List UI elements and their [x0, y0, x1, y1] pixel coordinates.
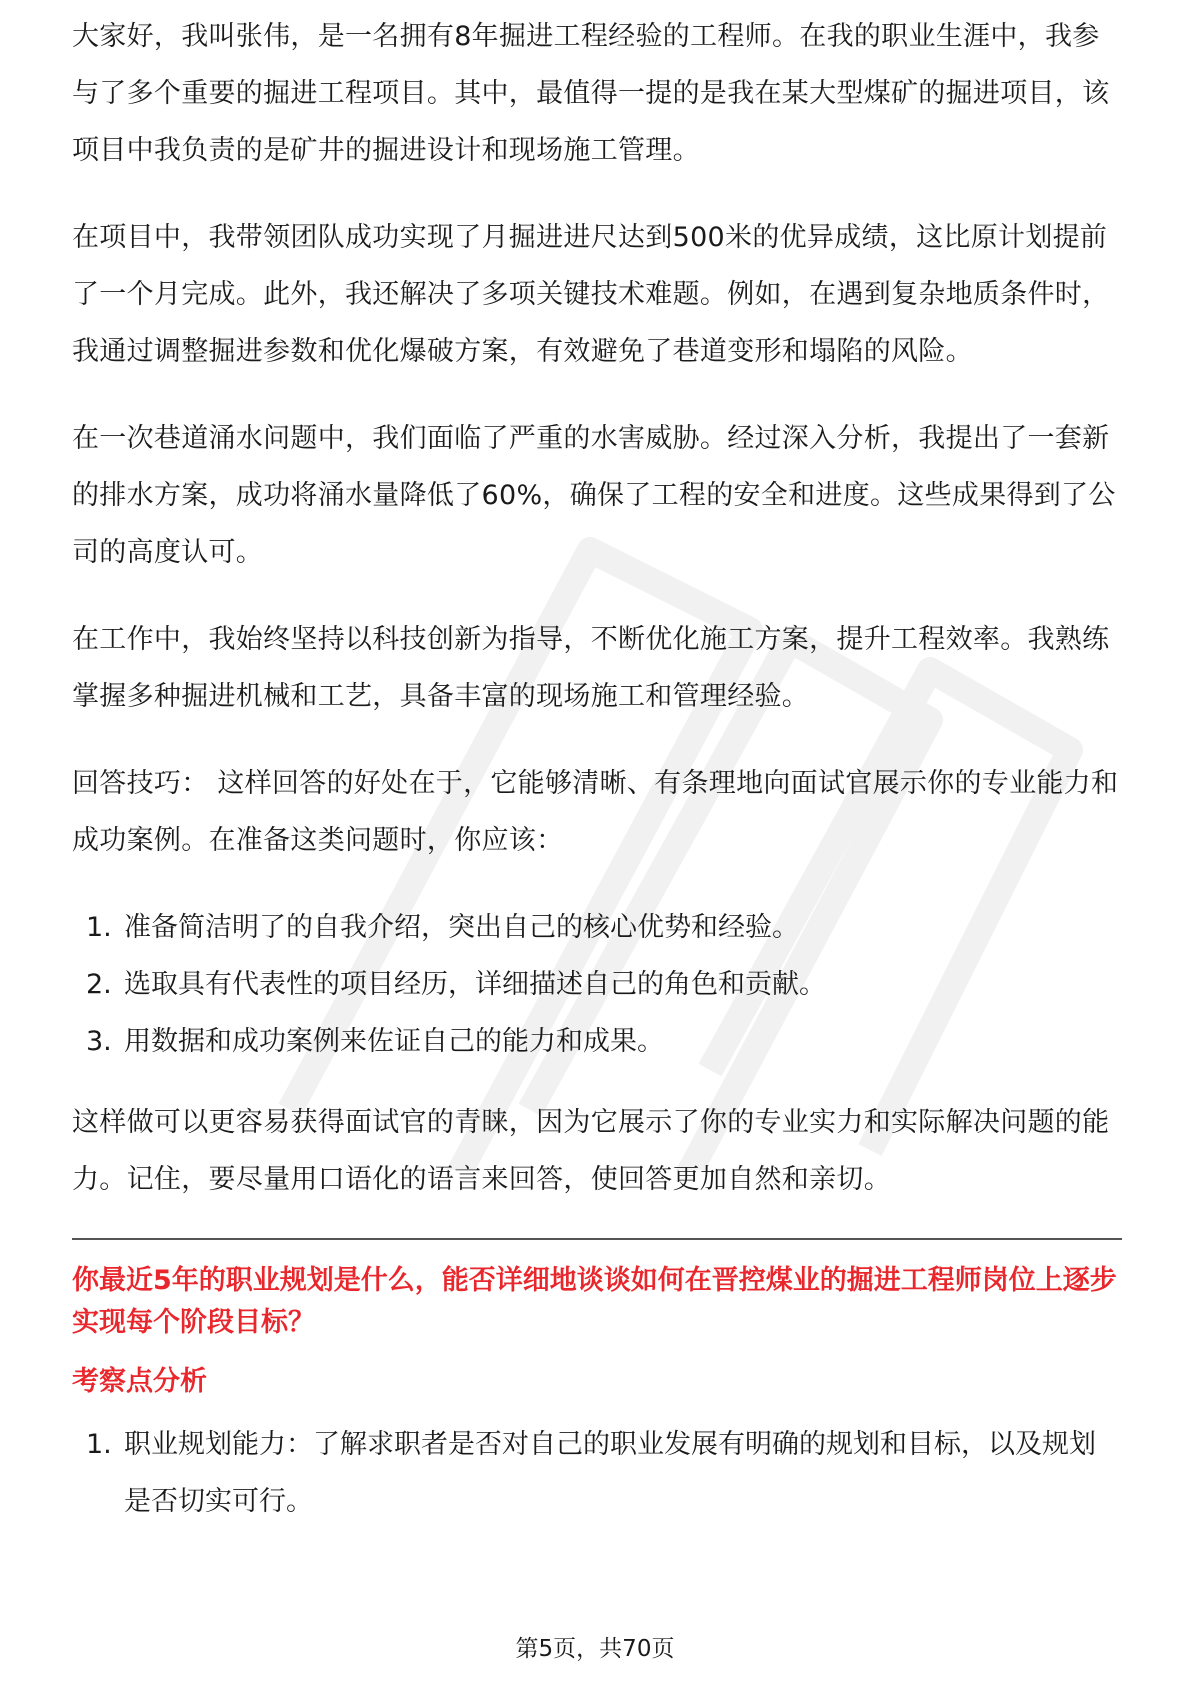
- closing-paragraph: 这样做可以更容易获得面试官的青睐，因为它展示了你的专业实力和实际解决问题的能力。记住，要尽量用口语化的语言来回答，使回答更加自然和亲切。: [72, 1107, 1110, 1195]
- tips-list: [72, 899, 1122, 1070]
- analysis-heading: 考察点分析: [72, 1366, 207, 1397]
- project-paragraph: 在项目中，我带领团队成功实现了月掘进进尺达到500米的优异成绩，这比原计划提前了一个月完成。此外，我还解决了多项关键技术难题。例如，在遇到复杂地质条件时，我通过调整掘进参数和优化爆破方案，有效避免了巷道变形和塌陷的风险。: [72, 222, 1110, 367]
- list-item: 2. 选取具有代表性的项目经历，详细描述自己的角色和贡献。: [86, 969, 826, 1000]
- page-content: [72, 21, 1122, 1554]
- tips-intro-paragraph: 回答技巧： 这样回答的好处在于，它能够清晰、有条理地向面试官展示你的专业能力和成功案例。在准备这类问题时，你应该：: [72, 768, 1119, 856]
- page-footer: 第5页，共70页: [515, 1636, 675, 1662]
- list-item: 1. 准备简洁明了的自我介绍，突出自己的核心优势和经验。: [86, 912, 799, 943]
- list-item: 1. 职业规划能力：了解求职者是否对自己的职业发展有明确的规划和目标，以及规划是否切实可行。: [86, 1429, 1096, 1517]
- list-item: 3. 用数据和成功案例来佐证自己的能力和成果。: [86, 1026, 664, 1057]
- work-paragraph: 在工作中，我始终坚持以科技创新为指导，不断优化施工方案，提升工程效率。我熟练掌握多种掘进机械和工艺，具备丰富的现场施工和管理经验。: [72, 624, 1110, 712]
- water-paragraph: 在一次巷道涌水问题中，我们面临了严重的水害威胁。经过深入分析，我提出了一套新的排水方案，成功将涌水量降低了60%，确保了工程的安全和进度。这些成果得到了公司的高度认可。: [72, 423, 1116, 568]
- analysis-list: [72, 1416, 1122, 1530]
- intro-paragraph: 大家好，我叫张伟，是一名拥有8年掘进工程经验的工程师。在我的职业生涯中，我参与了多个重要的掘进工程项目。其中，最值得一提的是我在某大型煤矿的掘进项目，该项目中我负责的是矿井的掘进设计和现场施工管理。: [72, 21, 1110, 166]
- question-heading: 你最近5年的职业规划是什么，能否详细地谈谈如何在晋控煤业的掘进工程师岗位上逐步实现每个阶段目标？: [72, 1265, 1117, 1338]
- section-divider: [72, 1238, 1122, 1240]
